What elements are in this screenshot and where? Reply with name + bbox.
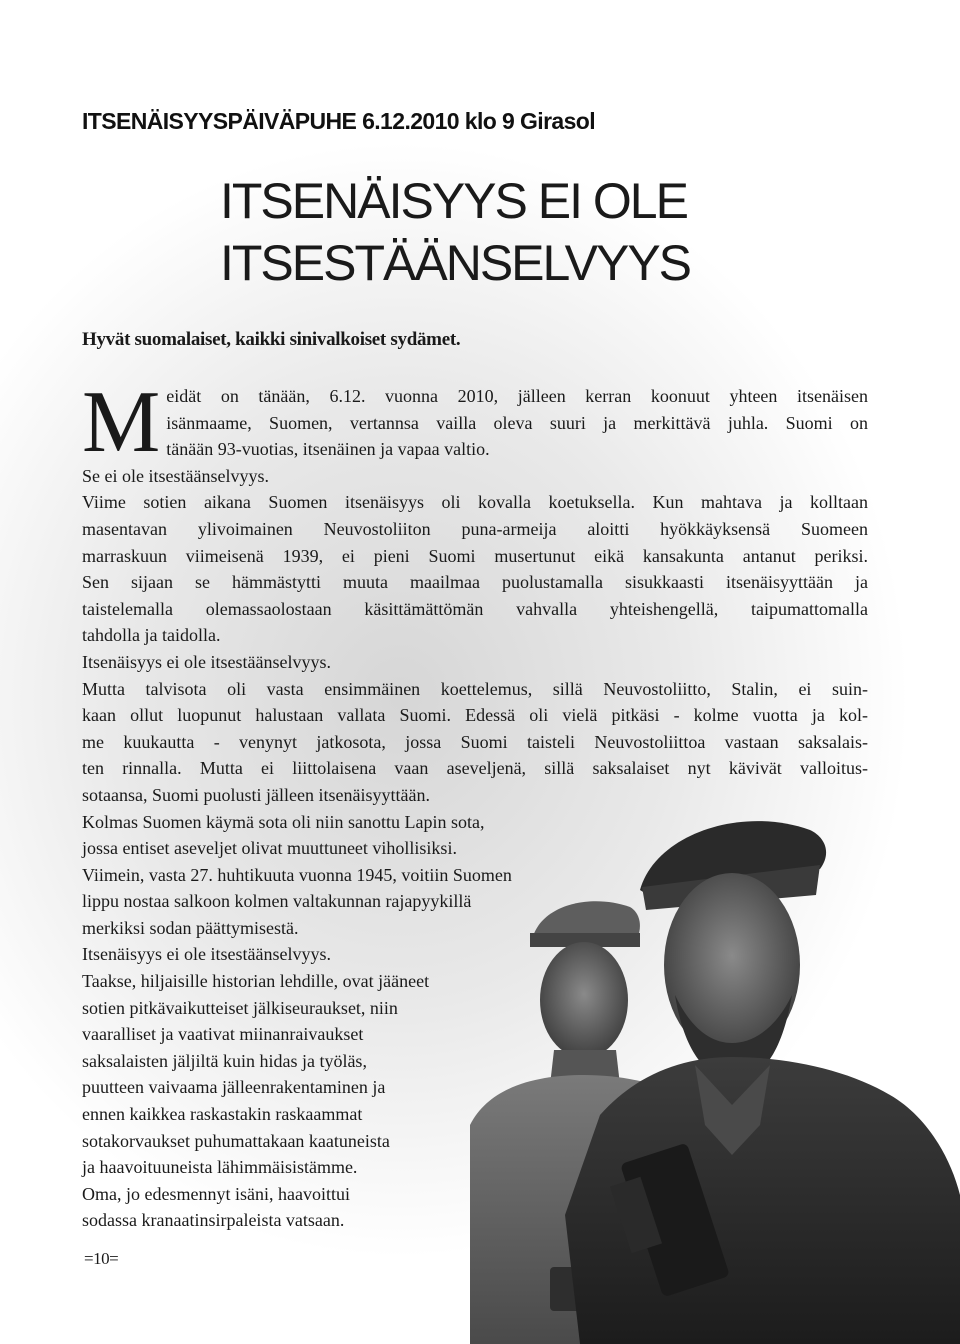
title-line-1: ITSENÄISYYS EI OLE <box>220 173 687 229</box>
page-title <box>220 170 860 294</box>
body-line: sotakorvaukset puhumattakaan kaatuneista <box>82 1130 390 1151</box>
body-line: kaan ollut luopunut halustaan vallata Suomi. Edessä oli vielä pitkäsi - kolme vuotta ja kol- <box>82 705 868 726</box>
body-line: saksalaisten jäljiltä kuin hidas ja työläs, <box>82 1050 367 1071</box>
intro-line: eidät on tänään, 6.12. vuonna 2010, jälleen kerran koonuut yhteen itsenäisen <box>166 386 868 406</box>
body-line: ennen kaikkea raskastakin raskaammat <box>82 1104 363 1125</box>
body-line: Oma, jo edesmennyt isäni, haavoittui <box>82 1183 350 1204</box>
body-line: marraskuun viimeisenä 1939, ei pieni Suomi musertunut eikä kansakunta antanut periksi. <box>82 545 868 566</box>
body-line: merkiksi sodan päättymisestä. <box>82 917 299 938</box>
body-line: sotaansa, Suomi puolusti jälleen itsenäisyyttään. <box>82 784 430 805</box>
body-line: masentavan ylivoimainen Neuvostoliiton puna-armeija aloitti hyökkäyksensä Suomeen <box>82 518 868 539</box>
intro-line: tänään 93-vuotias, itsenäinen ja vapaa valtio. <box>166 439 490 460</box>
intro-paragraph <box>82 374 868 471</box>
greeting: Hyvät suomalaiset, kaikki sinivalkoiset sydämet. <box>82 329 461 350</box>
body-line: Itsenäisyys ei ole itsestäänselvyys. <box>82 944 331 965</box>
body-line: sodassa kranaatinsirpaleista vatsaan. <box>82 1210 345 1231</box>
soldiers-photo <box>470 795 960 1344</box>
body-line: Viime sotien aikana Suomen itsenäisyys oli kovalla koetuksella. Kun mahtava ja kolltaan <box>82 492 868 513</box>
body-line: tahdolla ja taidolla. <box>82 625 221 646</box>
body-line: puutteen vaivaama jälleenrakentaminen ja <box>82 1077 386 1098</box>
title-line-2: ITSESTÄÄNSELVYYS <box>220 235 691 291</box>
body-line: sotien pitkävaikutteiset jälkiseuraukset, niin <box>82 997 398 1018</box>
body-line: lippu nostaa salkoon kolmen valtakunnan rajapyykillä <box>82 891 472 912</box>
body-line: Itsenäisyys ei ole itsestäänselvyys. <box>82 651 331 672</box>
intro-line: isänmaame, Suomen, vertannsa vailla oleva suuri ja merkittävä juhla. Suomi on <box>166 412 868 433</box>
body-line: Kolmas Suomen käymä sota oli niin sanottu Lapin sota, <box>82 811 485 832</box>
drop-cap: M <box>82 374 161 471</box>
body-line: Sen sijaan se hämmästytti muuta maailmaa puolustamalla sisukkaasti itsenäisyyttään ja <box>82 572 868 593</box>
body-line: me kuukautta - venynyt jatkosota, jossa Suomi taisteli Neuvostoliittoa vastaan saksalais- <box>82 731 868 752</box>
body-line: Viimein, vasta 27. huhtikuuta vuonna 1945, voitiin Suomen <box>82 864 512 885</box>
body-line: Mutta talvisota oli vasta ensimmäinen koettelemus, sillä Neuvostoliitto, Stalin, ei suin- <box>82 678 868 699</box>
body-line: ja haavoituuneista lähimmäisistämme. <box>82 1157 358 1178</box>
body-line: jossa entiset aseveljet olivat muuttuneet vihollisiksi. <box>82 838 457 859</box>
speech-header: ITSENÄISYYSPÄIVÄPUHE 6.12.2010 klo 9 Girasol <box>82 108 596 134</box>
body-line: ten rinnalla. Mutta ei liittolaisena vaan aseveljenä, sillä saksalaiset nyt kävivät valloitus- <box>82 758 868 779</box>
body-line: vaaralliset ja vaativat miinanraivaukset <box>82 1024 364 1045</box>
body-line: taistelemalla olemassaolostaan käsittämättömän vahvalla yhteishengellä, taipumattomalla <box>82 598 868 619</box>
body-line: Taakse, hiljaisille historian lehdille, ovat jääneet <box>82 971 430 992</box>
body-line: Se ei ole itsestäänselvyys. <box>82 465 269 486</box>
page-number: =10= <box>84 1249 119 1268</box>
